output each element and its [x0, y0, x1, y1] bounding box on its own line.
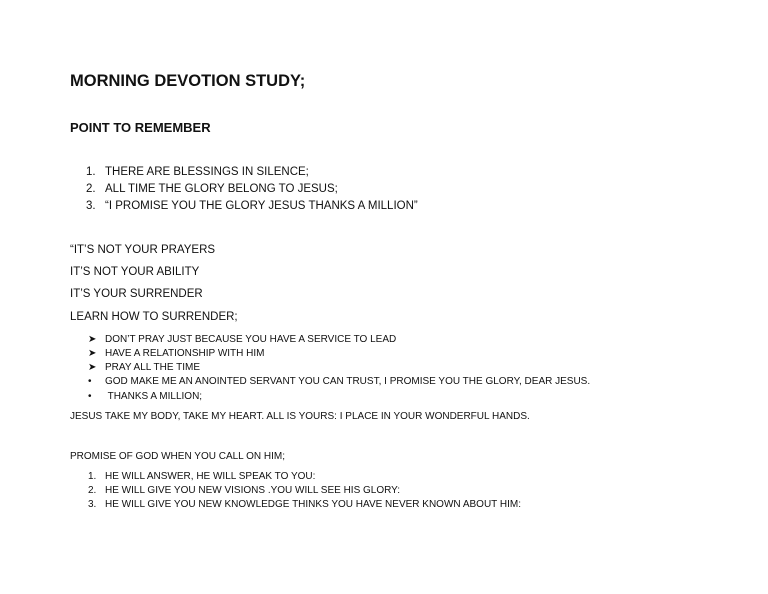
point-number: 1. — [86, 166, 96, 178]
point-item — [86, 200, 418, 212]
bullet-item — [88, 391, 202, 402]
statement-line: IT’S YOUR SURRENDER — [70, 288, 203, 300]
point-text: ALL TIME THE GLORY BELONG TO JESUS; — [105, 183, 338, 195]
statement-line: LEARN HOW TO SURRENDER; — [70, 311, 238, 323]
bullet-text: THANKS A MILLION; — [105, 391, 203, 402]
promise-text: HE WILL GIVE YOU NEW VISIONS .YOU WILL SEE HIS GLORY: — [105, 485, 401, 496]
promise-heading: PROMISE OF GOD WHEN YOU CALL ON HIM; — [70, 451, 286, 462]
promise-number: 3. — [88, 499, 97, 510]
bullet-text: PRAY ALL THE TIME — [105, 362, 201, 373]
arrow-bullet-icon: ➤ — [88, 362, 97, 373]
point-number: 3. — [86, 200, 96, 212]
promise-number: 1. — [88, 471, 97, 482]
point-number: 2. — [86, 183, 96, 195]
page-title: MORNING DEVOTION STUDY; — [70, 72, 306, 90]
point-item — [86, 183, 338, 195]
arrow-bullet-icon: ➤ — [88, 348, 97, 359]
promise-item — [88, 471, 315, 482]
point-text: THERE ARE BLESSINGS IN SILENCE; — [105, 166, 309, 178]
promise-item — [88, 499, 521, 510]
section-heading: POINT TO REMEMBER — [70, 120, 211, 135]
bullet-text: GOD MAKE ME AN ANOINTED SERVANT YOU CAN TRUST, I PROMISE YOU THE GLORY, DEAR JESUS. — [105, 376, 591, 387]
bullet-text: HAVE A RELATIONSHIP WITH HIM — [105, 348, 265, 359]
statement-line: “IT’S NOT YOUR PRAYERS — [70, 244, 216, 256]
prayer-line: JESUS TAKE MY BODY, TAKE MY HEART. ALL IS YOURS: I PLACE IN YOUR WONDERFUL HANDS. — [70, 411, 530, 422]
promise-item — [88, 485, 400, 496]
bullet-item — [88, 348, 264, 359]
statement-line: IT’S NOT YOUR ABILITY — [70, 266, 200, 278]
dot-bullet-icon: • — [88, 376, 92, 387]
promise-number: 2. — [88, 485, 97, 496]
dot-bullet-icon: • — [88, 391, 92, 402]
point-item — [86, 166, 309, 178]
bullet-item — [88, 362, 200, 373]
point-text: “I PROMISE YOU THE GLORY JESUS THANKS A MILLION” — [105, 200, 418, 212]
bullet-text: DON’T PRAY JUST BECAUSE YOU HAVE A SERVICE TO LEAD — [105, 334, 397, 345]
arrow-bullet-icon: ➤ — [88, 334, 97, 345]
bullet-item — [88, 376, 590, 387]
bullet-item — [88, 334, 396, 345]
promise-text: HE WILL ANSWER, HE WILL SPEAK TO YOU: — [105, 471, 316, 482]
promise-text: HE WILL GIVE YOU NEW KNOWLEDGE THINKS YOU HAVE NEVER KNOWN ABOUT HIM: — [105, 499, 522, 510]
